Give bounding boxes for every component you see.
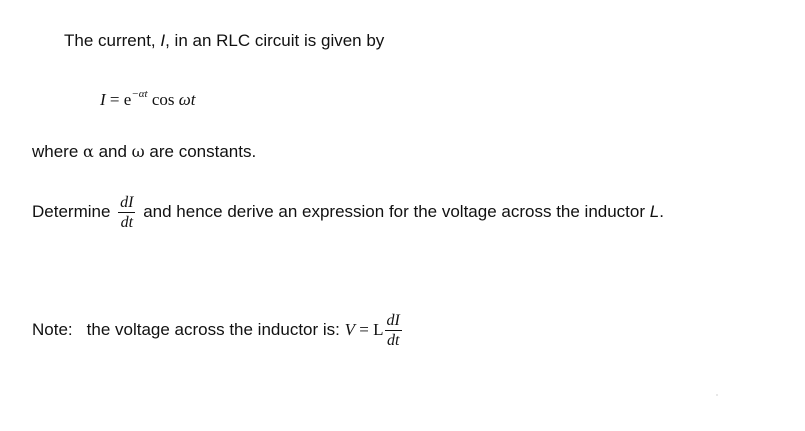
note-equals: = L: [355, 320, 384, 339]
fraction-numerator: dI: [120, 194, 134, 212]
constants-text-1: where: [32, 142, 84, 161]
note-label: Note:: [32, 320, 73, 339]
fraction-denominator: dt: [120, 214, 134, 232]
constants-text-2: and: [93, 142, 132, 161]
constants-text-3: are constants.: [144, 142, 257, 161]
task-suffix: and hence derive an expression for the voltage across the inductor: [143, 202, 650, 221]
constants-sentence: [32, 142, 256, 162]
intro-variable: I: [160, 31, 166, 50]
omega-symbol: ω: [131, 142, 145, 161]
equation-lhs: I: [100, 90, 106, 109]
task-sentence: [32, 192, 664, 232]
scan-speck: [716, 394, 718, 396]
task-prefix: Determine: [32, 202, 111, 221]
intro-text-after: , in an RLC circuit is given by: [165, 31, 385, 50]
note-sentence: [32, 310, 405, 350]
note-derivative-fraction: [385, 312, 402, 349]
intro-sentence: [64, 31, 384, 51]
current-equation: [100, 90, 195, 112]
note-fraction-denominator: dt: [386, 332, 400, 350]
voltage-symbol: V: [344, 320, 356, 339]
note-text: the voltage across the inductor is:: [86, 320, 345, 339]
derivative-fraction: [118, 194, 135, 231]
equation-equals: = e: [105, 90, 132, 109]
note-fraction-numerator: dI: [386, 312, 400, 330]
equation-exponent: −αt: [131, 88, 148, 100]
alpha-symbol: α: [83, 142, 94, 161]
inductor-symbol: L: [649, 202, 660, 221]
equation-function: cos: [147, 90, 179, 109]
task-end: .: [659, 202, 664, 221]
equation-argument: ωt: [178, 90, 196, 109]
intro-text-before: The current,: [64, 31, 161, 50]
